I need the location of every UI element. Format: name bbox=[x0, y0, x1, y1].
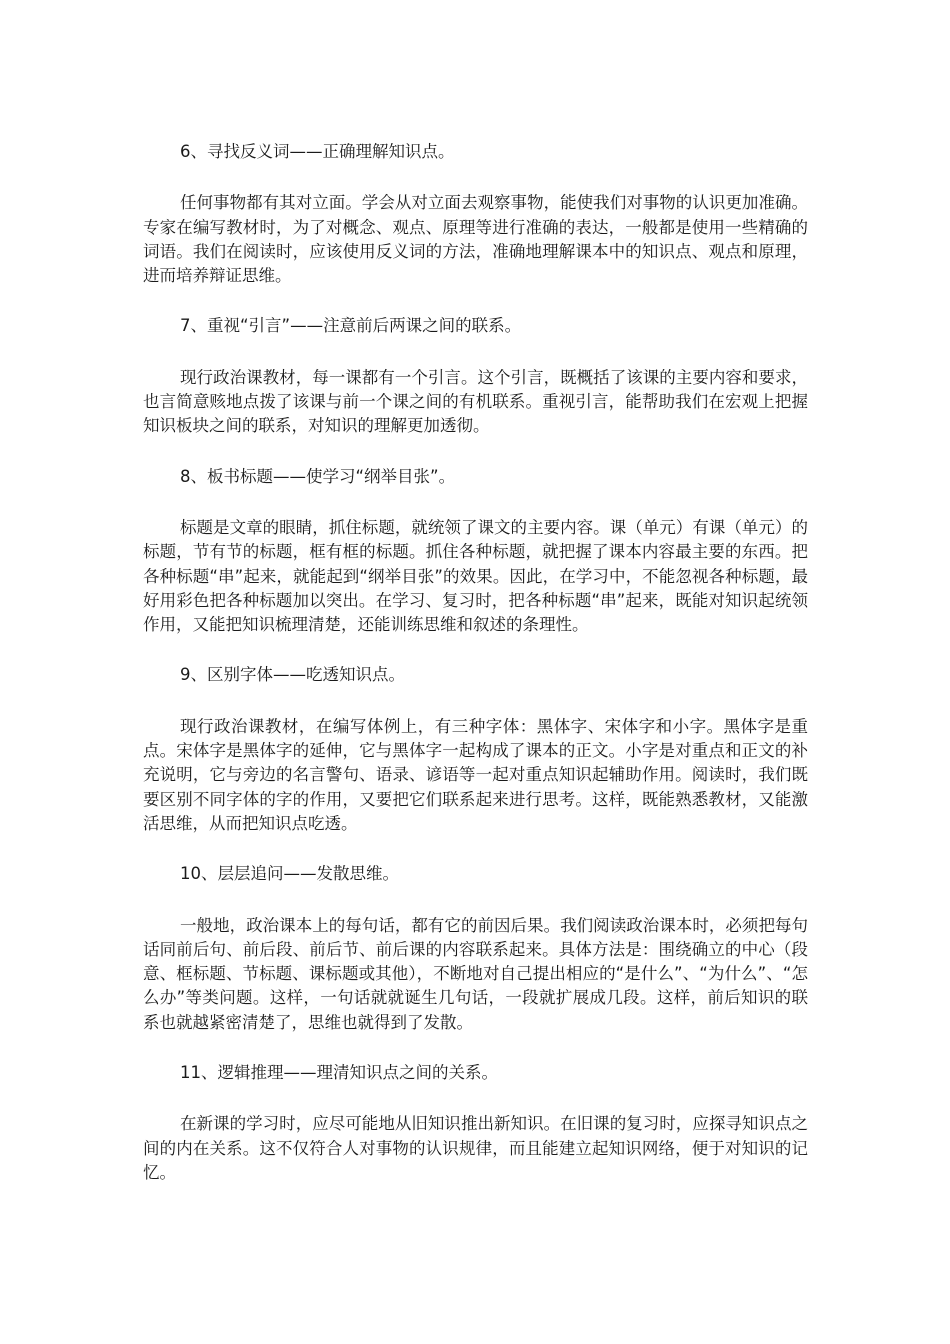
section-11-heading: 11、逻辑推理——理清知识点之间的关系。 bbox=[180, 1063, 498, 1083]
section-6-heading: 6、寻找反义词——正确理解知识点。 bbox=[180, 142, 455, 161]
section-10-paragraph: 一般地，政治课本上的每句话，都有它的前因后果。我们阅读政治课本时，必须把每句话同前后句、前后段、前后节、前后课的内容联系起来。具体方法是：围绕确立的中心（段意、框标题、节标题、课标题或其他），不断地对自己提出相应的“是什么”、“为什么”、“怎么办”等类问题。这样，一句话就就诞生几句话，一段就扩展成几段。这样，前后知识的联系也就越紧密清楚了，思维也就得到了发散。 bbox=[143, 915, 808, 1032]
section-8-paragraph: 标题是文章的眼睛，抓住标题，就统领了课文的主要内容。课（单元）有课（单元）的标题，节有节的标题，框有框的标题。抓住各种标题，就把握了课本内容最主要的东西。把各种标题“串”起来，就能起到“纲举目张”的效果。因此，在学习中，不能忽视各种标题，最好用彩色把各种标题加以突出。在学习、复习时，把各种标题“串”起来，既能对知识起统领作用，又能把知识梳理清楚，还能训练思维和叙述的条理性。 bbox=[143, 517, 808, 635]
section-9-heading: 9、区别字体——吃透知识点。 bbox=[180, 665, 405, 685]
document-page bbox=[143, 140, 808, 1211]
section-9-paragraph: 现行政治课教材，在编写体例上，有三种字体：黑体字、宋体字和小字。黑体字是重点。宋体字是黑体字的延伸，它与黑体字一起构成了课本的正文。小字是对重点和正文的补充说明，它与旁边的名言警句、语录、谚语等一起对重点知识起辅助作用。阅读时，我们既要区别不同字体的字的作用，又要把它们联系起来进行思考。这样，既能熟悉教材，又能激活思维，从而把知识点吃透。 bbox=[143, 716, 808, 833]
section-11-paragraph: 在新课的学习时，应尽可能地从旧知识推出新知识。在旧课的复习时，应探寻知识点之间的内在关系。这不仅符合人对事物的认识规律，而且能建立起知识网络，便于对知识的记忆。 bbox=[143, 1114, 808, 1182]
section-7-paragraph: 现行政治课教材，每一课都有一个引言。这个引言，既概括了该课的主要内容和要求，也言简意赅地点拨了该课与前一个课之间的有机联系。重视引言，能帮助我们在宏观上把握知识板块之间的联系，对知识的理解更加透彻。 bbox=[143, 367, 808, 436]
section-6-paragraph: 任何事物都有其对立面。学会从对立面去观察事物，能使我们对事物的认识更加准确。专家在编写教材时，为了对概念、观点、原理等进行准确的表达，一般都是使用一些精确的词语。我们在阅读时，应该使用反义词的方法，准确地理解课本中的知识点、观点和原理，进而培养辩证思维。 bbox=[143, 193, 808, 286]
section-8-heading: 8、板书标题——使学习“纲举目张”。 bbox=[180, 466, 456, 486]
section-10-heading: 10、层层追问——发散思维。 bbox=[180, 864, 399, 884]
section-7-heading: 7、重视“引言”——注意前后两课之间的联系。 bbox=[180, 316, 522, 336]
